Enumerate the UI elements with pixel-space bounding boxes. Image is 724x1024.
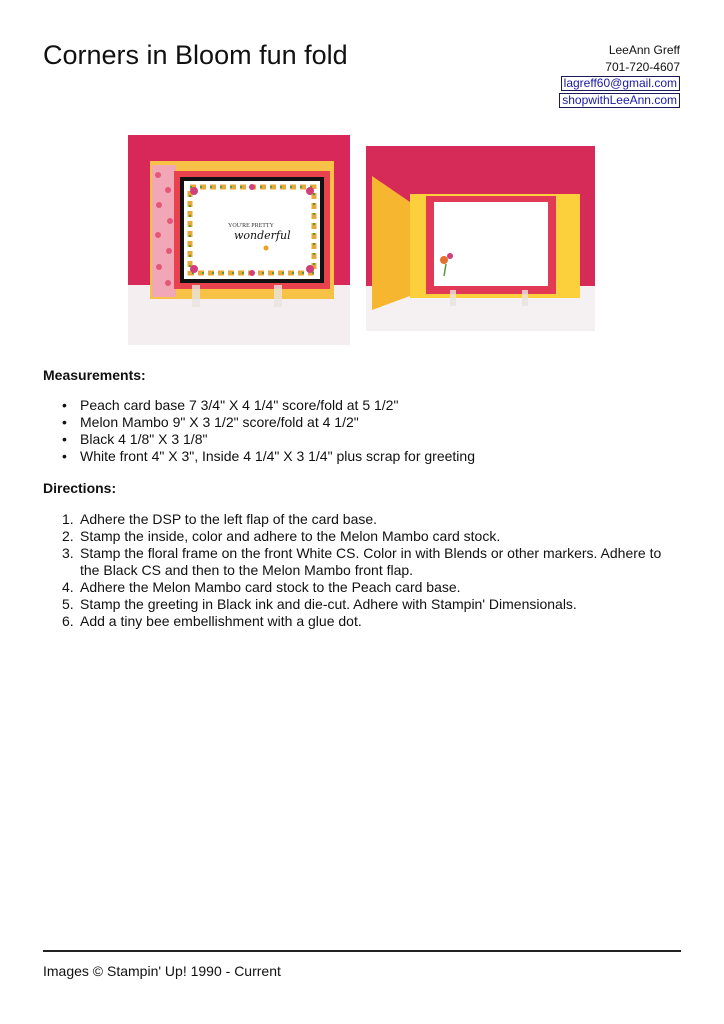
card-inside-illustration [366,146,595,331]
website-link[interactable]: shopwithLeeAnn.com [559,93,680,108]
greeting-line2: wonderful [234,229,291,242]
stand-right [274,285,282,307]
list-item: 6. Add a tiny bee embellishment with a glue dot. [62,613,362,629]
list-item: • Peach card base 7 3/4" X 4 1/4" score/fold at 5 1/2" [62,397,475,414]
stand-left [192,285,200,307]
list-item: • White front 4" X 3", Inside 4 1/4" X 3 1/4" plus scrap for greeting [62,448,475,465]
directions-list [62,511,677,630]
dsp-flap [152,165,176,297]
stand-left [450,290,456,306]
contact-phone: 701-720-4607 [605,59,680,74]
page-title: Corners in Bloom fun fold [43,40,348,70]
list-item: 4. Adhere the Melon Mambo card stock to the Peach card base. [62,579,461,595]
card-front-photo [128,135,350,345]
directions-heading: Directions: [43,480,117,496]
contact-name: LeeAnn Greff [608,43,680,57]
list-item: • Black 4 1/8" X 3 1/8" [62,431,475,448]
measurements-heading: Measurements: [43,367,146,383]
list-item: 3. Stamp the floral frame on the front White CS. Color in with Blends or other markers. Adhere to the Black CS and then to the Melon Mambo front flap. [62,545,662,578]
list-item: 1. Adhere the DSP to the left flap of the card base. [62,511,378,527]
footer-divider [43,950,681,952]
greeting-line1: YOU'RE PRETTY [228,223,274,229]
bee-embellishment [264,246,269,251]
card-front-illustration [128,135,350,345]
measurements-list [62,397,475,465]
list-item: • Melon Mambo 9" X 3 1/2" score/fold at 4 1/2" [62,414,475,431]
list-item: 5. Stamp the greeting in Black ink and die-cut. Adhere with Stampin' Dimensionals. [62,596,577,612]
card-inside-photo [366,146,595,331]
contact-block [559,42,680,108]
email-link[interactable]: lagreff60@gmail.com [561,76,680,91]
list-item: 2. Stamp the inside, color and adhere to the Melon Mambo card stock. [62,528,501,544]
stand-right [522,290,528,306]
footer-copyright: Images © Stampin' Up! 1990 - Current [43,963,281,979]
inside-white-panel [434,202,548,286]
